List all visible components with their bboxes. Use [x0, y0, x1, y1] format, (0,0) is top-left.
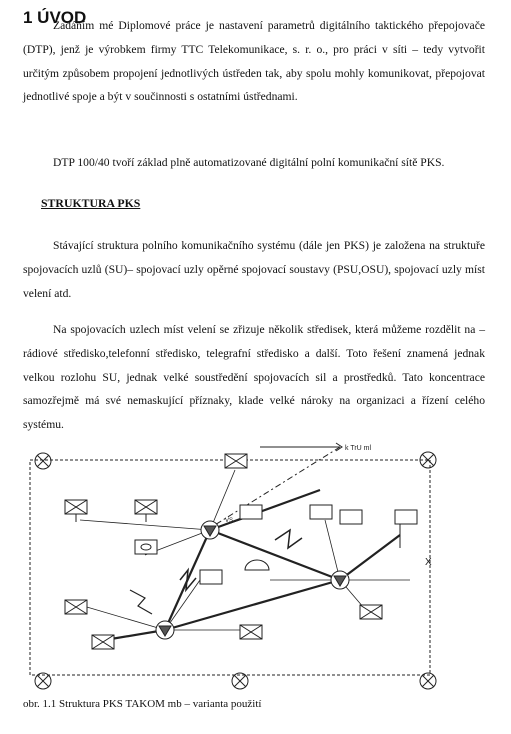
crossed-circle-icon [35, 452, 436, 689]
intro-paragraph: Zadáním mé Diplomové práce je nastavení parametrů digitálního taktického přepojovače (DTP), jenž je výrobkem firmy TTC Telekomunikace, s. r. o., pro práci v síti – tedy vytvořit určitým způsobem propojení jednotlivých ústředen tak, aby spolu mohly komunikovat, přepojovat jednotlivé spoje a být v součinnosti s ostatními ústřednami. [23, 19, 485, 104]
nodes-paragraph: Na spojovacích uzlech míst velení se zřizuje několik středisek, která můžeme rozdělit na – rádiové středisko,telefonní středisko, telegrafní středisko a další. Toto řešení znamená jednak velkou rozlohu SU, jednak velké soustředění spojovacích sil a prostředků. Tato koncentrace samozřejmě má své nemaskující příznaky, klade velké nároky na organizaci a řízení celého systému. [23, 323, 485, 432]
side-label: X [425, 557, 432, 568]
dtp-paragraph: DTP 100/40 tvoří základ plně automatizované digitální polní komunikační sítě PKS. [53, 156, 445, 169]
section-title: STRUKTURA PKS [41, 196, 141, 210]
structure-paragraph: Stávající struktura polního komunikačního systému (dále jen PKS) je založena na struktuře spojovacích uzlů (SU)– spojovací uzly opěrné spojovací soustavy (PSU,OSU), spojovací uzly míst velení atd. [23, 239, 485, 300]
trunk-label: k TrU ml [345, 445, 372, 452]
pks-structure-diagram [20, 430, 490, 695]
chapter-heading: 1 ÚVOD [23, 8, 87, 27]
figure-caption: obr. 1.1 Struktura PKS TAKOM mb – varianta použití [23, 698, 262, 710]
vs-label: VS [225, 518, 234, 524]
unit-flag-icon [65, 454, 417, 649]
